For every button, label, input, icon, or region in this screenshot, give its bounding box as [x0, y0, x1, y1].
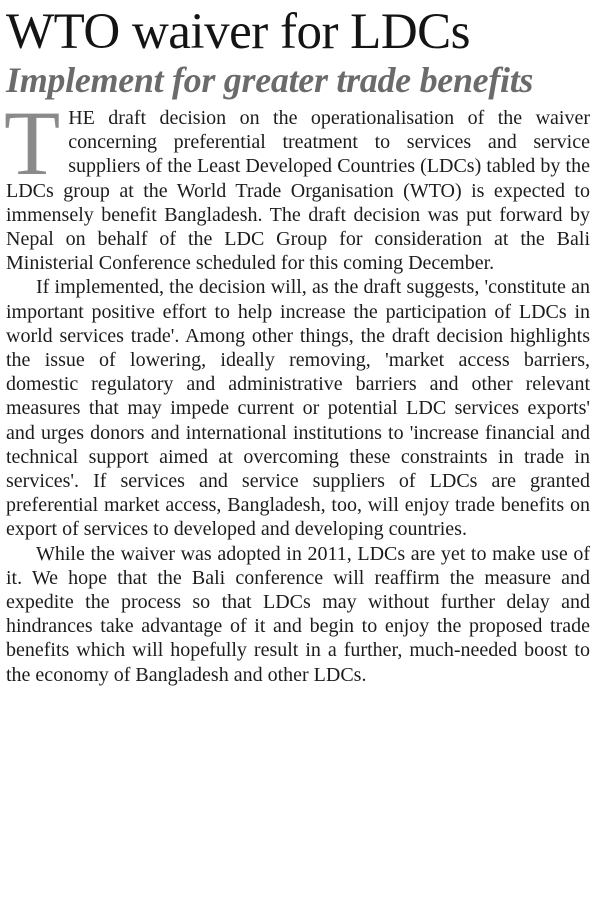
paragraph-3: While the waiver was adopted in 2011, LDCs are yet to make use of it. We hope that the Bali conference will reaffirm the measure and expedite the process so that LDCs may without further delay and hindrances take advantage of it and begin to enjoy the proposed trade benefits which will hopefully result in a further, much-needed boost to the economy of Bangladesh and other LDCs. [6, 542, 590, 686]
headline: WTO waiver for LDCs [6, 4, 471, 60]
article-body [4, 92, 590, 687]
paragraph-2: If implemented, the decision will, as the draft suggests, 'constitute an important positive effort to help increase the participation of LDCs in world services trade'. Among other things, the draft decision highlights the issue of lowering, ideally removing, 'market access barriers, domestic regulatory and administrative barriers and other relevant measures that may impede current or potential LDC services exports' and urges donors and international institutions to 'increase financial and technical support aimed at overcoming these constraints in trade in services'. If services and service suppliers of LDCs are granted preferential market access, Bangladesh, too, will enjoy trade benefits on export of services to developed and developing countries. [6, 276, 590, 541]
paragraph-1-text: HE draft decision on the operationalisation of the waiver concerning preferential treatment to services and service suppliers of the Least Developed Countries (LDCs) tabled by the LDCs group at the World Trade Organisation (WTO) is expected to immensely benefit Bangladesh. The draft decision was put forward by Nepal on behalf of the LDC Group for consideration at the Bali Ministerial Conference scheduled for this coming December. [6, 107, 590, 275]
paragraph-1 [4, 92, 590, 275]
article [6, 4, 590, 687]
drop-cap: T [4, 92, 61, 194]
subheadline: Implement for greater trade benefits [6, 60, 534, 100]
